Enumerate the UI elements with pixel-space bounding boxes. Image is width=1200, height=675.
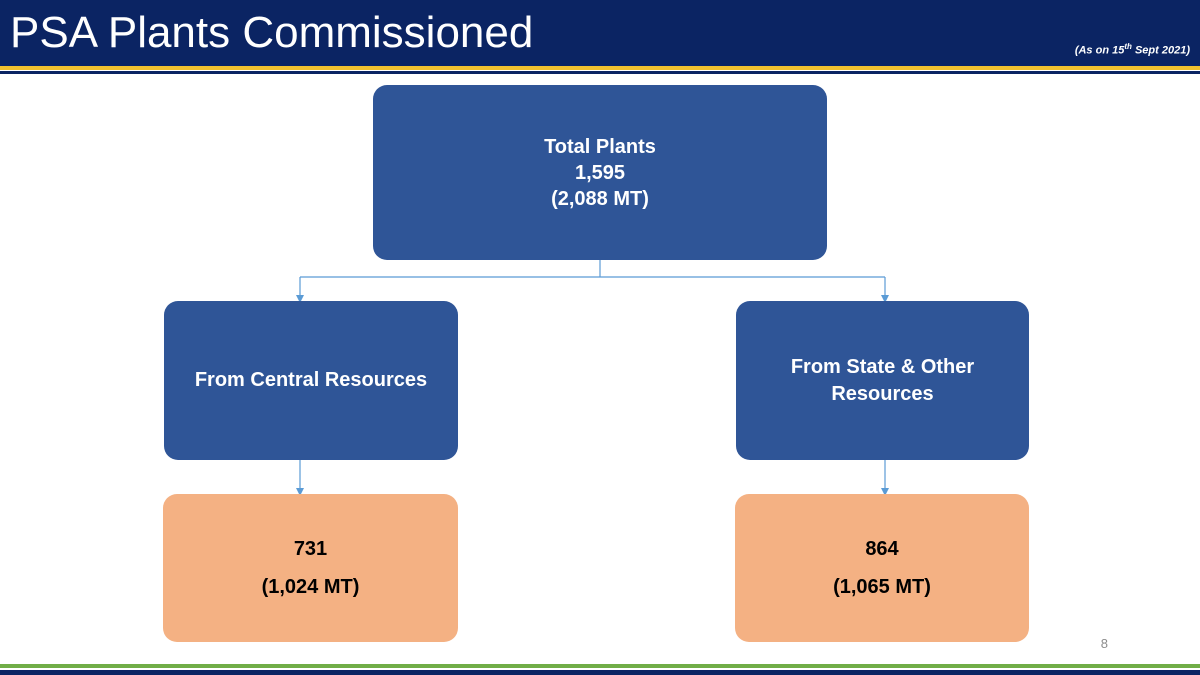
node-state-resources [736, 301, 1029, 460]
node-total-count: 1,595 [574, 161, 626, 184]
node-central-count-value: 731 [293, 538, 328, 560]
node-central-count [163, 494, 458, 642]
title-bar [0, 0, 1200, 66]
node-state-label-line2: Resources [831, 382, 934, 405]
slide-title: PSA Plants Commissioned [10, 8, 534, 57]
date-note-prefix: (As on 15 [1074, 44, 1125, 57]
node-central-count-capacity: (1,024 MT) [261, 576, 360, 598]
footer-navy-stripe [0, 670, 1200, 675]
header-gold-stripe [0, 66, 1200, 70]
node-total-plants [373, 85, 827, 260]
node-state-count [735, 494, 1029, 642]
node-central-resources [164, 301, 458, 460]
header-navy-stripe [0, 71, 1200, 74]
node-state-count-value: 864 [865, 538, 899, 560]
date-note-suffix: Sept 2021) [1131, 44, 1190, 57]
node-total-capacity: (2,088 MT) [551, 187, 649, 210]
node-state-label-line1: From State & Other [790, 355, 975, 378]
node-state-count-capacity: (1,065 MT) [833, 576, 931, 598]
footer-green-stripe [0, 664, 1200, 668]
date-note [1075, 42, 1190, 57]
date-note-superscript: th [1124, 42, 1132, 51]
page-number: 8 [1100, 636, 1108, 651]
node-total-label: Total Plants [544, 135, 656, 158]
node-central-label: From Central Resources [194, 369, 428, 391]
